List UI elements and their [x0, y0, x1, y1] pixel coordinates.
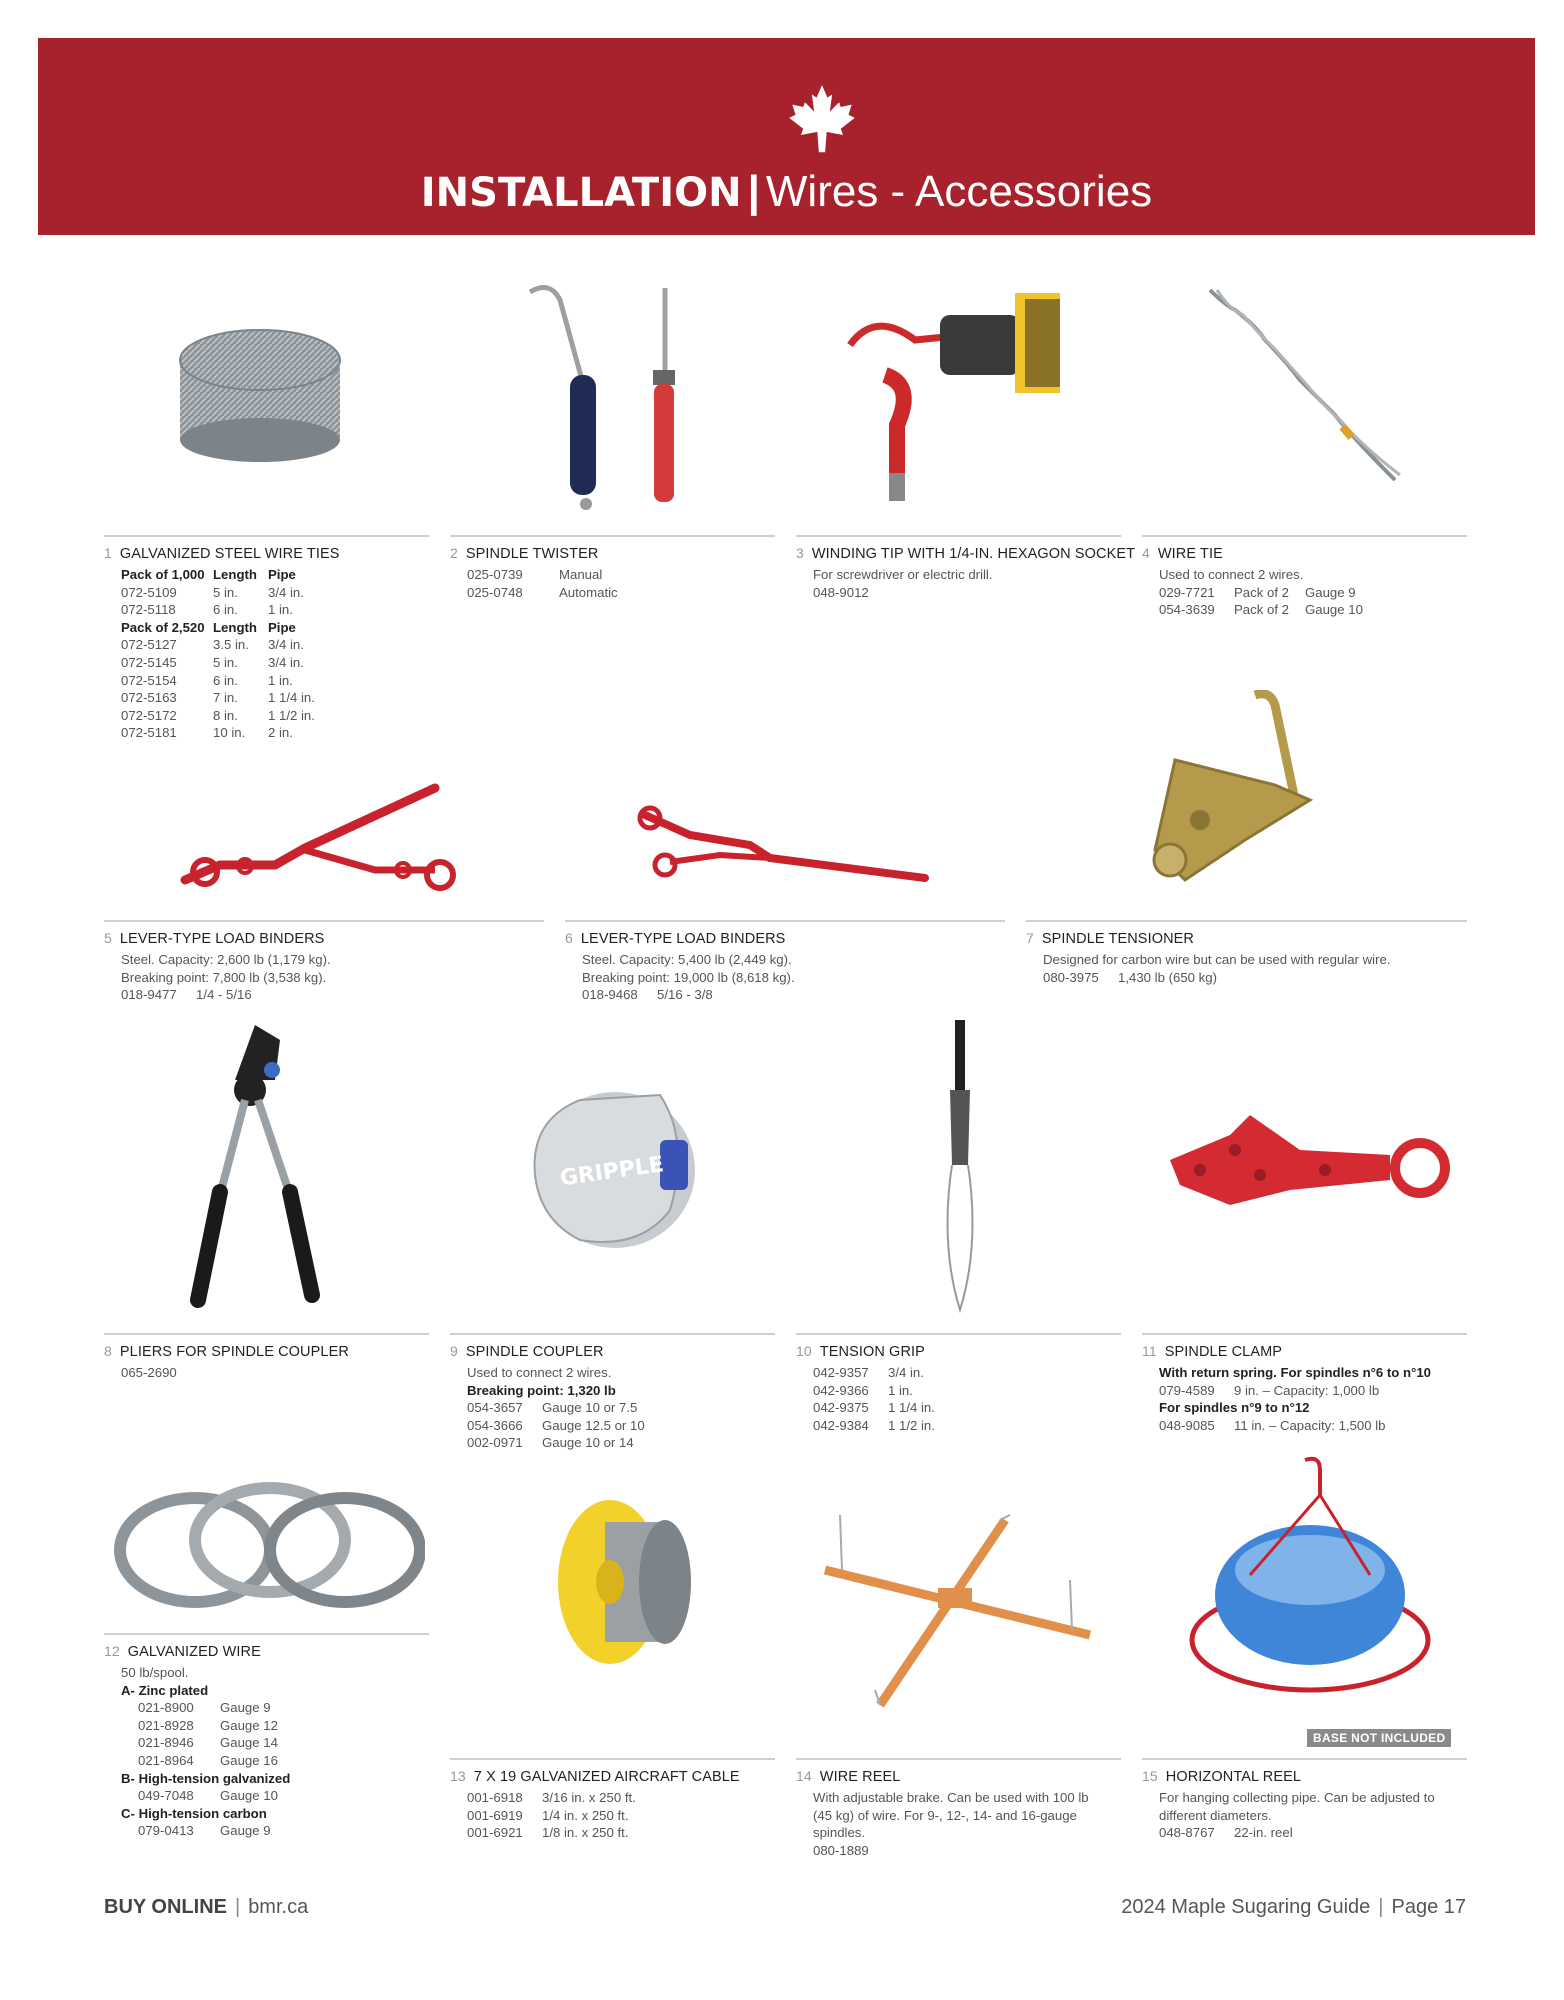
length: 5 in.: [213, 584, 238, 600]
item-number: 13: [450, 1768, 466, 1784]
table-row: [467, 1399, 775, 1417]
tension-grip-image: [935, 1015, 985, 1320]
item-number: 10: [796, 1343, 812, 1359]
page-title: [38, 166, 1535, 219]
pack-header-row: [121, 566, 429, 584]
length: 6 in.: [213, 602, 238, 618]
sku: 001-6918: [467, 1790, 523, 1805]
gauge: Gauge 10: [220, 1788, 278, 1804]
capacity: 11 in. – Capacity: 1,500 lb: [1234, 1417, 1386, 1433]
item-title: LEVER-TYPE LOAD BINDERS: [580, 931, 786, 947]
table-row: [467, 1789, 775, 1807]
item-title: LEVER-TYPE LOAD BINDERS: [119, 931, 325, 947]
sku: 072-5172: [121, 707, 177, 723]
item-heading: [104, 1343, 429, 1360]
table-row: [467, 1807, 775, 1825]
group-label: A- Zinc plated: [121, 1682, 209, 1698]
maple-leaf-icon: [783, 82, 861, 160]
table-row: [121, 1699, 429, 1717]
sku: 042-9384: [813, 1417, 869, 1433]
table-row: [121, 1717, 429, 1735]
title-separator: |: [747, 167, 760, 216]
item-heading: [450, 1343, 775, 1360]
item-spindle-clamp: [1142, 1333, 1467, 1434]
item-title: WIRE REEL: [819, 1769, 901, 1785]
item-heading: [450, 1768, 775, 1785]
sku: 048-9085: [1159, 1417, 1215, 1433]
size: 1 1/2 in.: [888, 1417, 935, 1433]
length: 5 in.: [213, 654, 238, 670]
item-heading: [796, 1768, 1121, 1785]
load-binder-image: [630, 800, 930, 885]
pack-label: Pack of 1,000: [121, 567, 205, 582]
item-title: WIRE TIE: [1157, 546, 1223, 562]
table-row: [1159, 1824, 1467, 1842]
footer-page-info: [1121, 1896, 1466, 1919]
spindle-clamp-image: [1160, 1110, 1460, 1220]
item-number: 1: [104, 545, 112, 561]
footer-buy-online: [104, 1896, 308, 1919]
pipe-label: Pipe: [268, 619, 296, 635]
spindle-tensioner-image: [1135, 690, 1330, 895]
item-description: spindles.: [813, 1825, 866, 1841]
sku: 080-3975: [1043, 969, 1099, 985]
item-heading: [1026, 930, 1467, 947]
sku: 048-8767: [1159, 1825, 1215, 1841]
item-heading: [104, 545, 429, 562]
table-row: [1159, 584, 1467, 602]
table-row: [467, 584, 775, 602]
table-row: [813, 1417, 1121, 1435]
table-row: [121, 601, 429, 619]
item-heading: [1142, 1768, 1467, 1785]
length: 6 in.: [213, 672, 238, 688]
pipe: 1 1/2 in.: [268, 707, 315, 723]
item-heading: [565, 930, 1005, 947]
aircraft-cable-image: [545, 1490, 695, 1675]
size: 3/16 in. x 250 ft.: [542, 1790, 636, 1805]
sku: 042-9366: [813, 1382, 869, 1398]
sku: 002-0971: [467, 1435, 523, 1451]
sku: 048-9012: [813, 584, 869, 600]
item-pliers-for-spindle-coupler: [104, 1333, 429, 1382]
table-row: [121, 724, 429, 742]
sku: 054-3657: [467, 1400, 523, 1416]
size: 1/8 in. x 250 ft.: [542, 1825, 629, 1841]
group-label: B- High-tension galvanized: [121, 1770, 291, 1786]
item-title: TENSION GRIP: [819, 1344, 925, 1360]
table-row: [121, 1734, 429, 1752]
pipe: 2 in.: [268, 725, 293, 741]
capacity: 1,430 lb (650 kg): [1118, 969, 1217, 985]
website-link[interactable]: bmr.ca: [248, 1896, 309, 1918]
item-title: GALVANIZED STEEL WIRE TIES: [119, 546, 340, 562]
sku: 021-8964: [138, 1752, 194, 1768]
page-number: Page 17: [1391, 1896, 1466, 1918]
item-number: 7: [1026, 930, 1034, 946]
breaking-point-text: Breaking point: 19,000 lb (8,618 kg).: [582, 969, 795, 985]
pliers-image: [180, 1020, 330, 1310]
title-section: INSTALLATION: [420, 170, 742, 216]
size: 3/4 in.: [888, 1365, 924, 1380]
sku: 029-7721: [1159, 584, 1215, 600]
pipe-label: Pipe: [268, 567, 296, 582]
item-spindle-coupler: [450, 1333, 775, 1452]
size: 1 in.: [888, 1382, 913, 1398]
item-heading: [796, 545, 1136, 562]
gauge: Gauge 9: [220, 1700, 271, 1716]
sku: 072-5109: [121, 584, 177, 600]
item-spindle-tensioner: [1026, 920, 1467, 986]
item-number: 6: [565, 930, 573, 946]
title-topic: Wires - Accessories: [765, 167, 1153, 216]
item-galvanized-steel-wire-ties: [104, 535, 429, 742]
sku: 072-5154: [121, 672, 177, 688]
table-row: [1159, 601, 1467, 619]
table-row: [813, 1399, 1121, 1417]
table-row: [1043, 969, 1467, 987]
sku: 049-7048: [138, 1788, 194, 1804]
length: 10 in.: [213, 725, 246, 741]
pack-label: Pack of 2,520: [121, 619, 205, 635]
item-wire-reel: [796, 1758, 1121, 1859]
footer-separator: |: [1378, 1896, 1384, 1918]
spindle-range-text: For spindles n°9 to n°12: [1159, 1400, 1310, 1416]
wire-ties-image: [170, 320, 350, 470]
sku: 072-5163: [121, 690, 177, 706]
gauge: Gauge 12: [220, 1717, 278, 1733]
table-row: [121, 672, 429, 690]
gauge: Gauge 9: [1305, 584, 1356, 600]
pipe: 1 in.: [268, 602, 293, 618]
item-tension-grip: [796, 1333, 1121, 1434]
item-number: 4: [1142, 545, 1150, 561]
item-title: SPINDLE TWISTER: [465, 546, 599, 562]
horizontal-reel-image: [1180, 1455, 1440, 1715]
item-description: Used to connect 2 wires.: [1159, 567, 1304, 582]
item-number: 3: [796, 545, 804, 561]
load-binder-image: [175, 780, 460, 895]
table-row: [1159, 1382, 1467, 1400]
breaking-point-text: Breaking point: 1,320 lb: [467, 1382, 616, 1398]
sku: 001-6921: [467, 1825, 523, 1841]
item-title: GALVANIZED WIRE: [127, 1644, 261, 1660]
item-description: Used to connect 2 wires.: [467, 1365, 612, 1380]
sku: 021-8928: [138, 1717, 194, 1733]
table-row: [813, 1364, 1121, 1382]
item-lever-type-load-binders-2: [565, 920, 1005, 1004]
sku: 072-5145: [121, 654, 177, 670]
item-number: 2: [450, 545, 458, 561]
item-heading: [796, 1343, 1121, 1360]
table-row: [1159, 1417, 1467, 1435]
item-heading: [450, 545, 775, 562]
sku: 080-1889: [813, 1842, 869, 1858]
sku: 021-8900: [138, 1700, 194, 1716]
sku: 065-2690: [121, 1365, 177, 1380]
gauge: Gauge 9: [220, 1823, 271, 1839]
winding-tip-image: [845, 285, 1075, 515]
pack: Pack of 2: [1234, 602, 1289, 618]
item-description: (45 kg) of wire. For 9-, 12-, 14- and 16-gauge: [813, 1807, 1077, 1823]
table-row: [121, 986, 544, 1004]
item-spindle-twister: [450, 535, 775, 601]
item-description: 50 lb/spool.: [121, 1665, 189, 1680]
item-heading: [1142, 1343, 1467, 1360]
item-description: For screwdriver or electric drill.: [813, 567, 993, 582]
footer-separator: |: [234, 1896, 241, 1918]
item-description: Designed for carbon wire but can be used with regular wire.: [1043, 952, 1391, 967]
item-number: 9: [450, 1343, 458, 1359]
item-title: PLIERS FOR SPINDLE COUPLER: [119, 1344, 349, 1360]
guide-title: 2024 Maple Sugaring Guide: [1121, 1896, 1371, 1918]
item-lever-type-load-binders-1: [104, 920, 544, 1004]
pipe: 1 in.: [268, 672, 293, 688]
length-label: Length: [213, 567, 257, 582]
size: 1/4 - 5/16: [196, 987, 252, 1003]
table-row: [467, 1824, 775, 1842]
base-not-included-badge: BASE NOT INCLUDED: [1307, 1729, 1451, 1747]
item-description: For hanging collecting pipe. Can be adjusted to: [1159, 1790, 1435, 1805]
item-number: 5: [104, 930, 112, 946]
item-heading: [104, 1643, 429, 1660]
sku: 072-5118: [121, 602, 176, 618]
sku: 054-3666: [467, 1417, 523, 1433]
table-row: [121, 1787, 429, 1805]
sku: 025-0739: [467, 567, 523, 582]
item-aircraft-cable: [450, 1758, 775, 1842]
size: 22-in. reel: [1234, 1825, 1293, 1841]
gauge: Gauge 12.5 or 10: [542, 1417, 645, 1433]
type: Manual: [559, 567, 603, 582]
item-title: SPINDLE CLAMP: [1164, 1344, 1283, 1360]
breaking-point-text: Breaking point: 7,800 lb (3,538 kg).: [121, 969, 327, 985]
item-number: 15: [1142, 1768, 1158, 1784]
galvanized-wire-image: [110, 1470, 425, 1620]
table-row: [121, 1752, 429, 1770]
item-title: SPINDLE TENSIONER: [1041, 931, 1194, 947]
item-number: 12: [104, 1643, 120, 1659]
type: Automatic: [559, 584, 618, 600]
pack-header-row: [121, 619, 429, 637]
item-galvanized-wire: [104, 1633, 429, 1840]
table-row: [121, 636, 429, 654]
sku: 025-0748: [467, 584, 523, 600]
gauge: Gauge 10: [1305, 602, 1363, 618]
table-row: [582, 986, 1005, 1004]
item-title: WINDING TIP WITH 1/4-IN. HEXAGON SOCKET: [811, 546, 1136, 562]
table-row: [813, 1382, 1121, 1400]
length: 3.5 in.: [213, 637, 249, 653]
pipe: 3/4 in.: [268, 584, 304, 600]
item-number: 8: [104, 1343, 112, 1359]
table-row: [121, 654, 429, 672]
item-winding-tip: [796, 535, 1136, 601]
item-number: 11: [1142, 1343, 1157, 1359]
length-label: Length: [213, 619, 257, 635]
gauge: Gauge 10 or 14: [542, 1435, 634, 1451]
capacity: 9 in. – Capacity: 1,000 lb: [1234, 1382, 1380, 1398]
group-label: C- High-tension carbon: [121, 1805, 267, 1821]
length: 7 in.: [213, 690, 238, 706]
item-number: 14: [796, 1768, 812, 1784]
wire-reel-image: [820, 1510, 1095, 1710]
sku: 042-9357: [813, 1365, 869, 1380]
pipe: 3/4 in.: [268, 654, 304, 670]
sku: 079-4589: [1159, 1382, 1215, 1398]
table-row: [121, 584, 429, 602]
gauge: Gauge 16: [220, 1752, 278, 1768]
item-heading: [104, 930, 544, 947]
size: 5/16 - 3/8: [657, 987, 713, 1003]
gauge: Gauge 14: [220, 1735, 278, 1751]
spindle-range-text: With return spring. For spindles n°6 to n°10: [1159, 1365, 1431, 1380]
sku: 001-6919: [467, 1807, 523, 1823]
item-description: different diameters.: [1159, 1807, 1272, 1823]
table-row: [467, 566, 775, 584]
gauge: Gauge 10 or 7.5: [542, 1400, 638, 1416]
table-row: [467, 1434, 775, 1452]
buy-online-label: BUY ONLINE: [104, 1896, 227, 1918]
item-title: 7 X 19 GALVANIZED AIRCRAFT CABLE: [473, 1769, 740, 1785]
spindle-coupler-image: [520, 1080, 700, 1260]
pack: Pack of 2: [1234, 584, 1289, 600]
table-row: [467, 1417, 775, 1435]
sku: 018-9468: [582, 987, 638, 1003]
sku: 018-9477: [121, 987, 177, 1003]
sku: 021-8946: [138, 1735, 194, 1751]
header-banner: [38, 38, 1535, 235]
table-row: [121, 707, 429, 725]
spindle-twister-image: [520, 280, 680, 520]
svg-text:GRIPPLE: GRIPPLE: [558, 1152, 666, 1192]
sku: 072-5127: [121, 637, 177, 653]
item-wire-tie: [1142, 535, 1467, 619]
size: 1 1/4 in.: [888, 1400, 935, 1416]
sku: 042-9375: [813, 1400, 869, 1416]
sku: 054-3639: [1159, 602, 1215, 618]
item-horizontal-reel: [1142, 1758, 1467, 1842]
length: 8 in.: [213, 707, 238, 723]
capacity-text: Steel. Capacity: 5,400 lb (2,449 kg).: [582, 952, 792, 967]
wire-tie-image: [1205, 285, 1405, 485]
table-row: [121, 1822, 429, 1840]
item-description: With adjustable brake. Can be used with 100 lb: [813, 1790, 1089, 1805]
sku: 072-5181: [121, 725, 177, 741]
table-row: [121, 689, 429, 707]
item-title: HORIZONTAL REEL: [1165, 1769, 1302, 1785]
pipe: 1 1/4 in.: [268, 690, 315, 706]
pipe: 3/4 in.: [268, 637, 304, 653]
item-title: SPINDLE COUPLER: [465, 1344, 604, 1360]
item-heading: [1142, 545, 1467, 562]
sku: 079-0413: [138, 1823, 194, 1839]
capacity-text: Steel. Capacity: 2,600 lb (1,179 kg).: [121, 952, 331, 967]
size: 1/4 in. x 250 ft.: [542, 1807, 629, 1823]
